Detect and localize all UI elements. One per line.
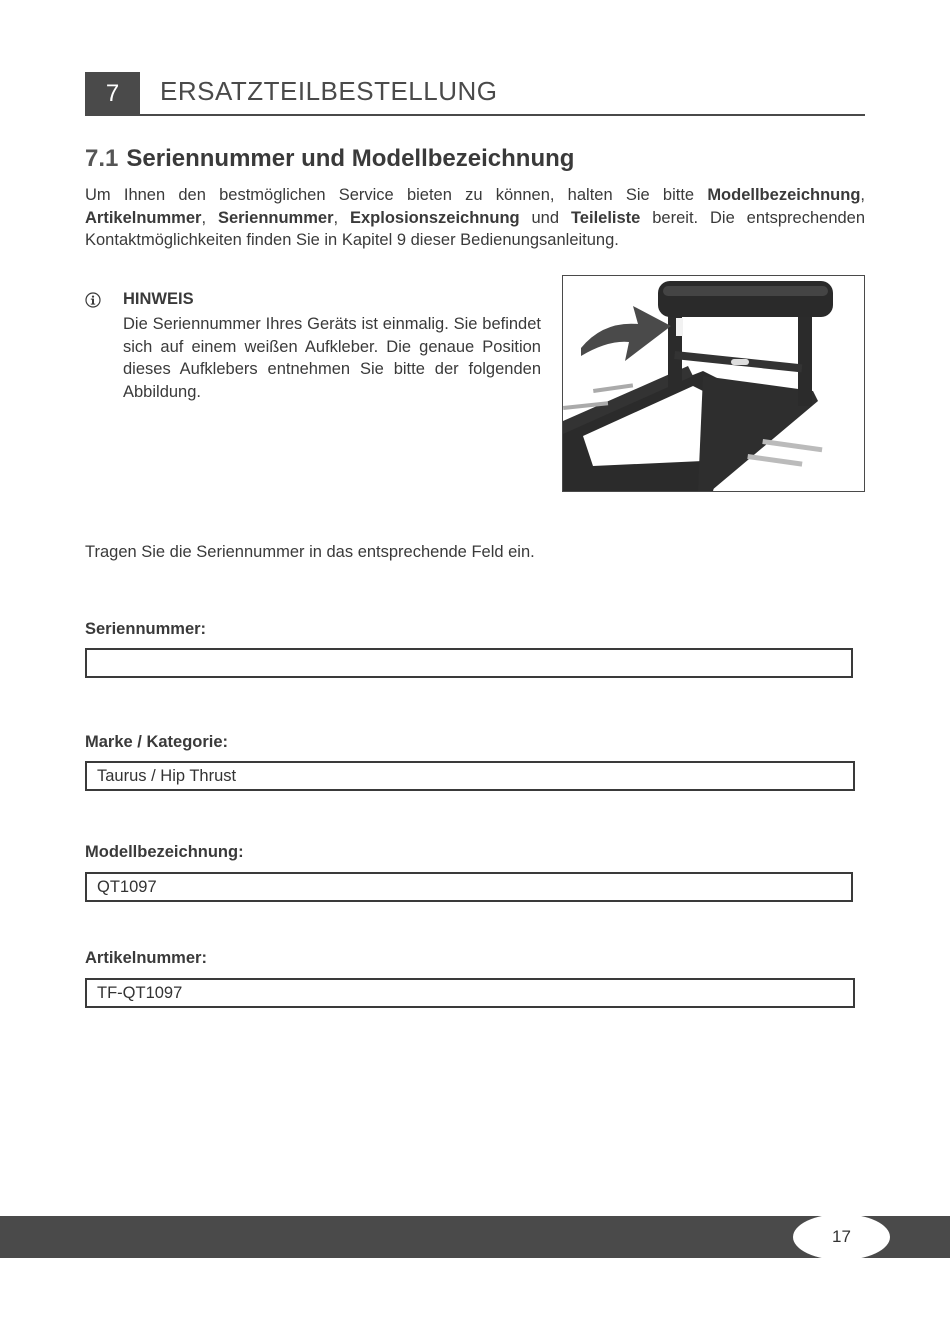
brand-field[interactable]: Taurus / Hip Thrust [85, 761, 855, 791]
chapter-divider [85, 114, 865, 116]
section-number: 7.1 [85, 145, 119, 172]
intro-separator: , [860, 186, 865, 204]
brand-label: Marke / Kategorie: [85, 733, 229, 751]
page-number: 17 [793, 1214, 890, 1260]
intro-text: bereit. Die entsprechenden Kontaktmöglichkeiten finden Sie in Kapitel 9 dieser Bedienungsanleitung. [85, 208, 866, 249]
intro-text: und [519, 208, 571, 227]
intro-separator: , [333, 208, 350, 227]
intro-text: Um Ihnen den bestmöglichen Service bieten zu können, halten Sie bitte [85, 186, 708, 204]
section-title [85, 145, 574, 173]
intro-separator: , [201, 208, 218, 227]
model-label: Modellbezeichnung: [85, 843, 244, 861]
equipment-illustration [563, 276, 864, 491]
intro-bold-article: Artikelnummer [85, 208, 202, 227]
intro-bold-exploded: Explosionszeichnung [350, 208, 520, 227]
info-icon [85, 292, 101, 308]
note-heading: HINWEIS [123, 290, 194, 308]
intro-bold-model: Modellbezeichnung [707, 186, 861, 204]
intro-bold-serial: Seriennummer [217, 208, 334, 227]
article-field[interactable]: TF-QT1097 [85, 978, 855, 1008]
intro-paragraph [85, 184, 865, 252]
chapter-number: 7 [85, 72, 140, 116]
instruction-text: Tragen Sie die Seriennummer in das entsprechende Feld ein. [85, 543, 535, 561]
chapter-title: ERSATZTEILBESTELLUNG [160, 76, 498, 106]
article-label: Artikelnummer: [85, 949, 207, 967]
note-body: Die Seriennummer Ihres Geräts ist einmalig. Sie befindet sich auf einem weißen Aufkleber. Die genaue Position dieses Aufklebers entnehmen Sie bitte der folgenden Abbildung. [123, 315, 541, 401]
intro-bold-parts: Teileliste [570, 208, 641, 227]
serial-field[interactable] [85, 648, 853, 678]
section-title-text: Seriennummer und Modellbezeichnung [126, 145, 575, 172]
serial-sticker-photo [562, 275, 865, 492]
serial-label: Seriennummer: [85, 620, 207, 638]
model-field[interactable]: QT1097 [85, 872, 853, 902]
